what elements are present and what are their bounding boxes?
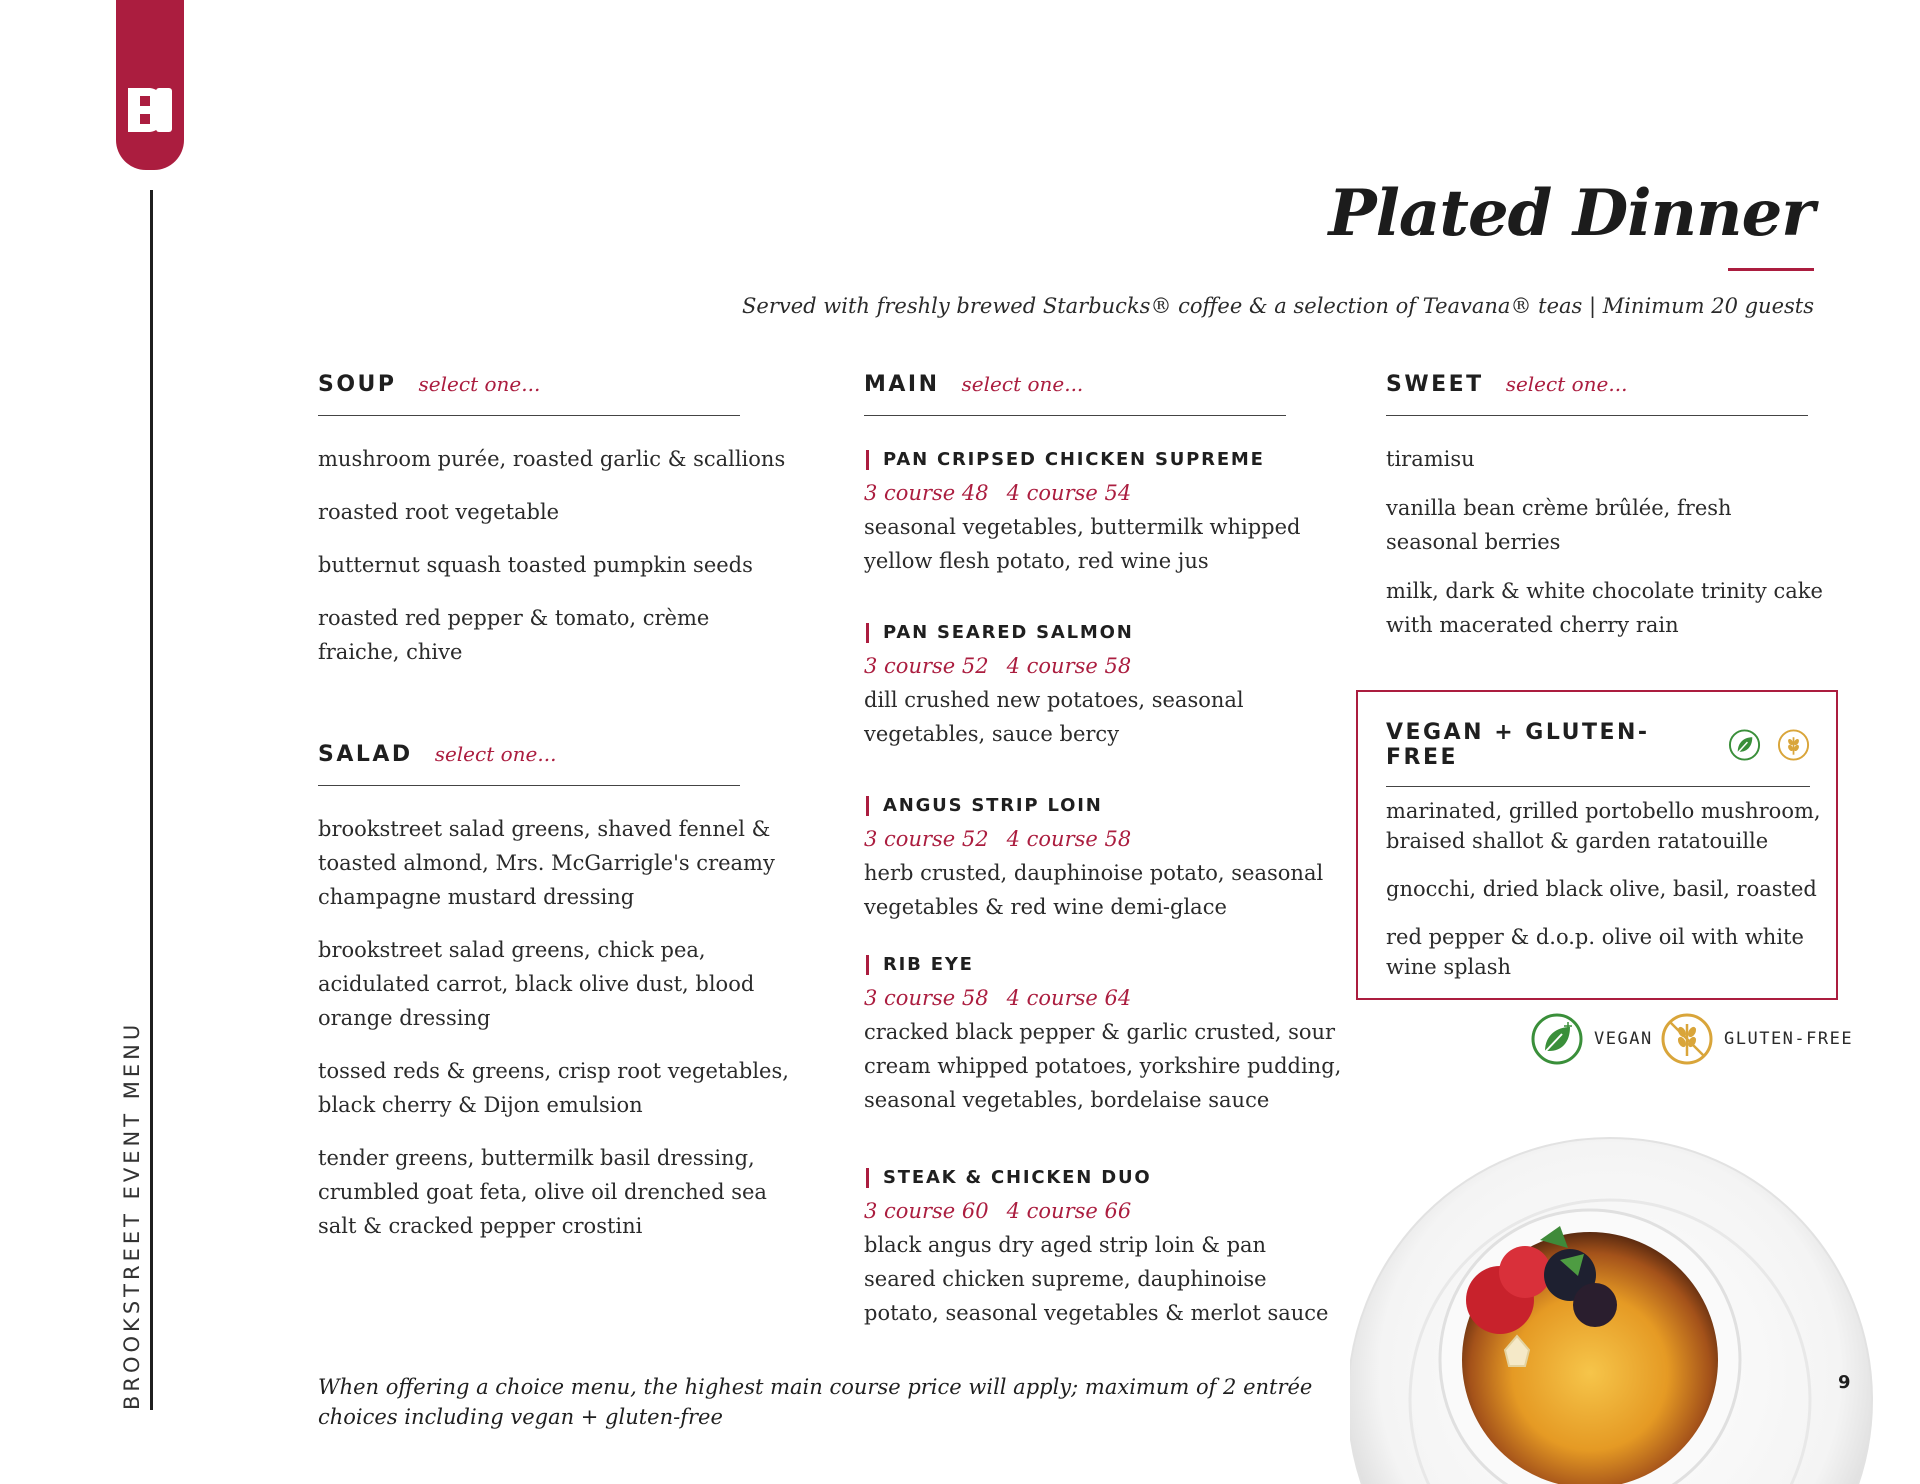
soup-item: roasted red pepper & tomato, crème fraiche, chive	[318, 606, 710, 664]
main-item-name: ANGUS STRIP LOIN	[866, 796, 1344, 816]
salad-item: tender greens, buttermilk basil dressing, crumbled goat feta, olive oil drenched sea salt & cracked pepper crostini	[318, 1146, 767, 1238]
main-list	[864, 0, 1344, 1484]
legend-gf-label: GLUTEN-FREE	[1724, 1029, 1854, 1049]
sweet-section	[1386, 372, 1808, 416]
soup-item: butternut squash toasted pumpkin seeds	[318, 553, 753, 577]
footnote: When offering a choice menu, the highest main course price will apply; maximum of 2 entrée choices including vegan + gluten-free	[318, 1375, 1313, 1429]
price-4-course: 4 course 58	[1006, 654, 1132, 678]
sweet-select-hint: select one...	[1505, 372, 1628, 396]
creme-brulee-photo	[1350, 1100, 1920, 1484]
sweet-header	[1386, 372, 1808, 416]
page-number: 9	[1838, 1372, 1851, 1393]
price-3-course: 3 course 60	[864, 1199, 989, 1223]
side-divider	[150, 190, 153, 1410]
sweet-item: milk, dark & white chocolate trinity cake with macerated cherry rain	[1386, 579, 1823, 637]
main-item-price	[864, 1194, 1344, 1228]
leaf-icon	[1530, 1012, 1584, 1066]
page-title: Plated Dinner	[1328, 176, 1814, 251]
main-title: MAIN	[864, 372, 940, 397]
legend-vegan	[1530, 1012, 1653, 1066]
price-4-course: 4 course 64	[1006, 986, 1132, 1010]
main-item	[864, 796, 1344, 924]
main-item-name: PAN SEARED SALMON	[866, 623, 1344, 643]
legend-gluten-free	[1660, 1012, 1853, 1066]
sweet-item: tiramisu	[1386, 447, 1475, 471]
sweet-list	[1386, 442, 1838, 657]
price-3-course: 3 course 52	[864, 827, 989, 851]
salad-title: SALAD	[318, 742, 413, 767]
price-3-course: 3 course 48	[864, 481, 989, 505]
main-item-name: STEAK & CHICKEN DUO	[866, 1168, 1344, 1188]
price-3-course: 3 course 58	[864, 986, 989, 1010]
main-item	[864, 955, 1344, 1117]
vegan-header	[1386, 720, 1810, 787]
soup-item: roasted root vegetable	[318, 500, 560, 524]
price-3-course: 3 course 52	[864, 654, 989, 678]
vegan-title: VEGAN + GLUTEN-FREE	[1386, 720, 1650, 770]
page-subtitle: Served with freshly brewed Starbucks® coffee & a selection of Teavana® teas | Minimum 20 guests	[742, 294, 1814, 318]
main-item-desc: black angus dry aged strip loin & pan seared chicken supreme, dauphinoise potato, seasonal vegetables & merlot sauce	[864, 1233, 1329, 1325]
leaf-icon	[1728, 728, 1761, 762]
soup-item: mushroom purée, roasted garlic & scallions	[318, 447, 786, 471]
main-item-name: RIB EYE	[866, 955, 1344, 975]
price-4-course: 4 course 54	[1006, 481, 1132, 505]
soup-title: SOUP	[318, 372, 397, 397]
salad-item: brookstreet salad greens, chick pea, acidulated carrot, black olive dust, blood orange dressing	[318, 938, 755, 1030]
side-label: BROOKSTREET EVENT MENU	[120, 1020, 144, 1410]
salad-select-hint: select one...	[434, 742, 557, 766]
soup-list	[318, 442, 798, 688]
soup-header	[318, 372, 740, 416]
main-item-price	[864, 649, 1344, 683]
salad-item: brookstreet salad greens, shaved fennel & toasted almond, Mrs. McGarrigle's creamy champagne mustard dressing	[318, 817, 775, 909]
sweet-title: SWEET	[1386, 372, 1484, 397]
vegan-gluten-free-box	[1356, 690, 1838, 1000]
brand-tab	[116, 0, 184, 170]
brookstreet-logo-icon	[122, 82, 178, 138]
main-item-desc: seasonal vegetables, buttermilk whipped yellow flesh potato, red wine jus	[864, 515, 1301, 573]
main-item-desc: dill crushed new potatoes, seasonal vegetables, sauce bercy	[864, 688, 1244, 746]
price-4-course: 4 course 66	[1006, 1199, 1132, 1223]
soup-section	[318, 372, 740, 416]
price-4-course: 4 course 58	[1006, 827, 1132, 851]
main-select-hint: select one...	[961, 372, 1084, 396]
salad-item: tossed reds & greens, crisp root vegetables, black cherry & Dijon emulsion	[318, 1059, 789, 1117]
main-item-price	[864, 822, 1344, 856]
vegan-list	[1386, 796, 1826, 1000]
title-underline	[1728, 268, 1814, 271]
salad-section	[318, 742, 740, 786]
main-item-desc: herb crusted, dauphinoise potato, seasonal vegetables & red wine demi-glace	[864, 861, 1324, 919]
vegan-item: marinated, grilled portobello mushroom, braised shallot & garden ratatouille	[1386, 799, 1821, 853]
main-item-name: PAN CRIPSED CHICKEN SUPREME	[866, 450, 1344, 470]
main-item	[864, 623, 1344, 751]
vegan-item: gnocchi, dried black olive, basil, roasted	[1386, 877, 1817, 901]
main-item	[864, 450, 1344, 578]
main-item-desc: cracked black pepper & garlic crusted, sour cream whipped potatoes, yorkshire pudding, seasonal vegetables, bordelaise sauce	[864, 1020, 1342, 1112]
vegan-item: red pepper & d.o.p. olive oil with white wine splash	[1386, 925, 1804, 979]
wheat-icon	[1660, 1012, 1714, 1066]
salad-list	[318, 812, 808, 1262]
legend-vegan-label: VEGAN	[1594, 1029, 1653, 1049]
main-item-price	[864, 476, 1344, 510]
main-item	[864, 1168, 1344, 1330]
sweet-item: vanilla bean crème brûlée, fresh seasonal berries	[1386, 496, 1732, 554]
salad-header	[318, 742, 740, 786]
main-item-price	[864, 981, 1344, 1015]
soup-select-hint: select one...	[418, 372, 541, 396]
wheat-icon	[1777, 728, 1810, 762]
